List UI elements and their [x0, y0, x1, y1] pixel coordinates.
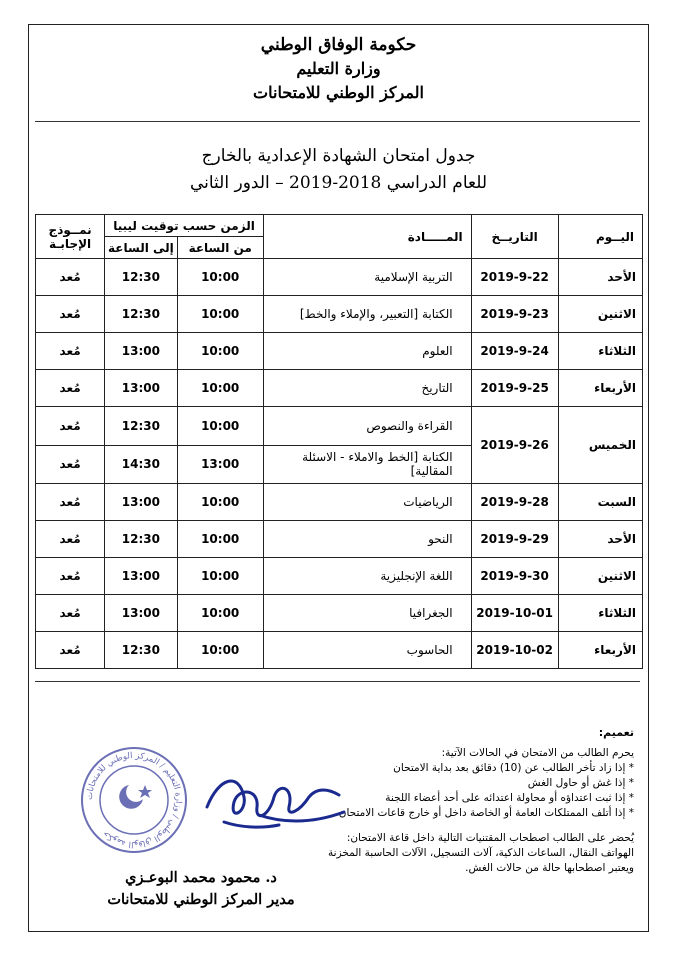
cell-from: 13:00 [177, 445, 263, 484]
cell-to: 12:30 [105, 521, 177, 558]
cell-subject: القراءة والنصوص [263, 407, 471, 446]
cell-answer: مُعد [36, 407, 105, 446]
cell-day: الثلاثاء [558, 595, 642, 632]
notes-item: * إذا غش أو حاول الغش [527, 777, 634, 789]
cell-to: 14:30 [105, 445, 177, 484]
cell-subject: الجغرافيا [263, 595, 471, 632]
notes-heading: تعميم: [598, 726, 634, 739]
government-name: حكومة الوفاق الوطني [260, 35, 417, 55]
cell-date: 2019-10-01 [471, 595, 558, 632]
official-stamp [79, 745, 189, 855]
table-row [36, 484, 643, 521]
title-line-2: للعام الدراسي 2018-2019 – الدور الثاني [189, 173, 488, 193]
cell-day: الأربعاء [558, 632, 642, 669]
cell-from: 10:00 [177, 407, 263, 446]
notes-item: * إذا أتلف الممتلكات العامة أو الخاصة داخل أو خارج قاعات الامتحان [338, 807, 634, 819]
center-name: المركز الوطني للامتحانات [253, 83, 424, 102]
cell-from: 10:00 [177, 484, 263, 521]
col-subject: المـــــادة [263, 215, 471, 259]
cell-from: 10:00 [177, 521, 263, 558]
signatory-block [75, 867, 327, 911]
cell-answer: مُعد [36, 296, 105, 333]
cell-subject: الرياضيات [263, 484, 471, 521]
col-time-group: الزمن حسب توقيت ليبيا [105, 215, 264, 237]
cell-answer: مُعد [36, 445, 105, 484]
col-date: التاريــخ [471, 215, 558, 259]
cell-date: 2019-9-30 [471, 558, 558, 595]
exam-schedule-table [35, 214, 643, 669]
cell-subject: النحو [263, 521, 471, 558]
table-row [36, 296, 643, 333]
footer-divider [35, 681, 640, 682]
cell-date: 2019-9-24 [471, 333, 558, 370]
cell-subject: الحاسوب [263, 632, 471, 669]
cell-answer: مُعد [36, 521, 105, 558]
document-title [29, 143, 648, 197]
table-row [36, 259, 643, 296]
table-row [36, 370, 643, 407]
ministry-name: وزارة التعليم [296, 59, 381, 78]
title-line-1: جدول امتحان الشهادة الإعدادية بالخارج [201, 146, 476, 166]
cell-day: الاثنين [558, 558, 642, 595]
cell-date: 2019-9-28 [471, 484, 558, 521]
cell-from: 10:00 [177, 370, 263, 407]
cell-subject: التاريخ [263, 370, 471, 407]
ban-line-1: الهواتف النقال، الساعات الذكية، آلات التسجيل، الآلات الحاسبة المخزنة [328, 847, 634, 859]
cell-from: 10:00 [177, 333, 263, 370]
col-day: اليــوم [558, 215, 642, 259]
table-row [36, 521, 643, 558]
cell-subject: اللغة الإنجليزية [263, 558, 471, 595]
cell-to: 13:00 [105, 333, 177, 370]
cell-day: الثلاثاء [558, 333, 642, 370]
letterhead [29, 33, 648, 105]
cell-from: 10:00 [177, 296, 263, 333]
cell-from: 10:00 [177, 259, 263, 296]
cell-day: الأحد [558, 521, 642, 558]
notes-item: * إذا ثبت اعتداؤه أو محاولة اعتدائه على أحد أعضاء اللجنة [385, 792, 634, 804]
cell-to: 12:30 [105, 632, 177, 669]
cell-answer: مُعد [36, 595, 105, 632]
cell-date: 2019-9-29 [471, 521, 558, 558]
cell-to: 13:00 [105, 370, 177, 407]
table-row [36, 333, 643, 370]
cell-day: الاثنين [558, 296, 642, 333]
stamp-text: حكومة الوفاق الوطني / وزارة التعليم / المركز الوطني للامتحانات [84, 750, 184, 850]
cell-answer: مُعد [36, 259, 105, 296]
document-frame [28, 24, 649, 932]
cell-to: 13:00 [105, 558, 177, 595]
cell-subject: التربية الإسلامية [263, 259, 471, 296]
cell-date: 2019-9-25 [471, 370, 558, 407]
cell-subject: الكتابة [التعبير، والإملاء والخط] [263, 296, 471, 333]
header-divider [35, 121, 640, 122]
ban-line-2: ويعتبر اصطحابها حالة من حالات الغش. [465, 862, 634, 874]
handwritten-signature [199, 767, 349, 837]
cell-to: 13:00 [105, 595, 177, 632]
cell-to: 12:30 [105, 296, 177, 333]
cell-day: السبت [558, 484, 642, 521]
notes-intro: يحرم الطالب من الامتحان في الحالات الآتية: [441, 747, 634, 759]
cell-date: 2019-10-02 [471, 632, 558, 669]
cell-answer: مُعد [36, 558, 105, 595]
cell-date: 2019-9-26 [471, 407, 558, 484]
cell-from: 10:00 [177, 595, 263, 632]
table-row [36, 407, 643, 446]
cell-answer: مُعد [36, 370, 105, 407]
col-to: إلى الساعة [105, 237, 177, 259]
col-answer: نمــوذج الإجابـة [36, 215, 105, 259]
ban-intro: يُحضر على الطالب اصطحاب المقتنيات التالية داخل قاعة الامتحان: [346, 832, 634, 844]
cell-day: الأربعاء [558, 370, 642, 407]
cell-day: الأحد [558, 259, 642, 296]
cell-date: 2019-9-23 [471, 296, 558, 333]
cell-day: الخميس [558, 407, 642, 484]
cell-date: 2019-9-22 [471, 259, 558, 296]
cell-answer: مُعد [36, 333, 105, 370]
cell-subject: الكتابة [الخط والاملاء - الاسئلة المقالية] [263, 445, 471, 484]
table-row [36, 632, 643, 669]
signatory-role: مدير المركز الوطني للامتحانات [107, 891, 295, 908]
cell-to: 13:00 [105, 484, 177, 521]
cell-subject: العلوم [263, 333, 471, 370]
cell-from: 10:00 [177, 632, 263, 669]
table-row [36, 558, 643, 595]
cell-answer: مُعد [36, 632, 105, 669]
cell-from: 10:00 [177, 558, 263, 595]
col-from: من الساعة [177, 237, 263, 259]
cell-to: 12:30 [105, 407, 177, 446]
cell-to: 12:30 [105, 259, 177, 296]
cell-answer: مُعد [36, 484, 105, 521]
notes-item: * إذا زاد تأخر الطالب عن (10) دقائق بعد بداية الامتحان [393, 762, 634, 774]
signatory-name: د. محمود محمد البوعـزي [125, 869, 277, 886]
table-row [36, 595, 643, 632]
